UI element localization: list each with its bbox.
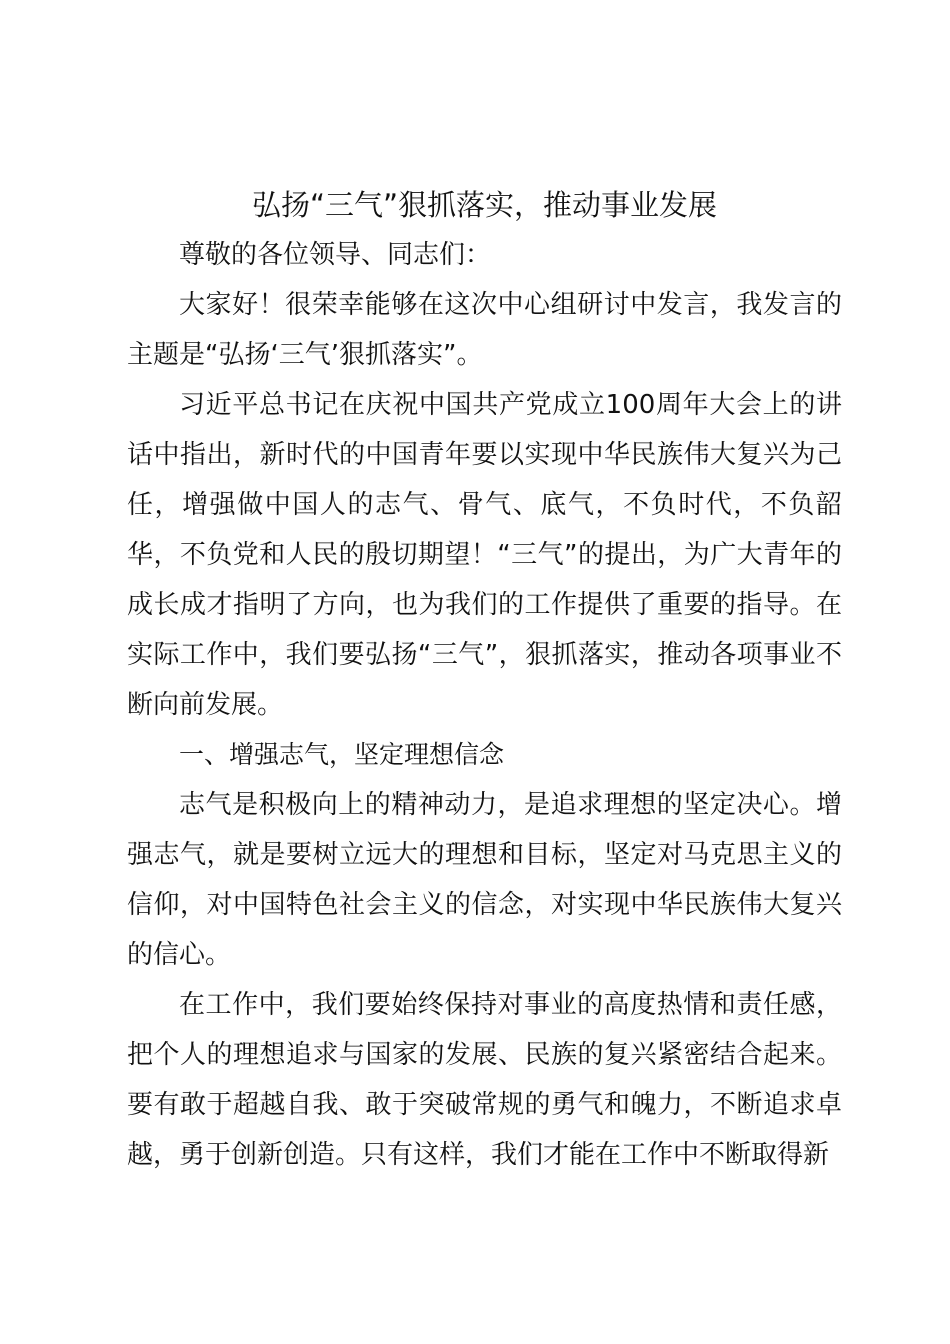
salutation: 尊敬的各位领导、同志们：	[179, 240, 492, 270]
section-heading: 一、增强志气，坚定理想信念	[179, 740, 505, 769]
paragraph-section1-b: 在工作中，我们要始终保持对事业的高度热情和责任感，把个人的理想追求与国家的发展、民族的复兴紧密结合起来。要有敢于超越自我、敢于突破常规的勇气和魄力，不断追求卓越，勇于创新创造。只有这样，我们才能在工作中不断取得新	[127, 990, 842, 1170]
paragraph-intro: 大家好！很荣幸能够在这次中心组研讨中发言，我发言的主题是“弘扬‘三气’狠抓落实”。	[127, 290, 842, 370]
paragraph-section1-a: 志气是积极向上的精神动力，是追求理想的坚定决心。增强志气，就是要树立远大的理想和目标，坚定对马克思主义的信仰，对中国特色社会主义的信念，对实现中华民族伟大复兴的信心。	[127, 790, 842, 970]
document-body	[127, 180, 842, 1180]
document-title: 弘扬“三气”狠抓落实，推动事业发展	[251, 188, 718, 222]
paragraph-context: 习近平总书记在庆祝中国共产党成立100周年大会上的讲话中指出，新时代的中国青年要以实现中华民族伟大复兴为己任，增强做中国人的志气、骨气、底气，不负时代，不负韶华，不负党和人民的殷切期望！“三气”的提出，为广大青年的成长成才指明了方向，也为我们的工作提供了重要的指导。在实际工作中，我们要弘扬“三气”，狠抓落实，推动各项事业不断向前发展。	[127, 390, 842, 720]
